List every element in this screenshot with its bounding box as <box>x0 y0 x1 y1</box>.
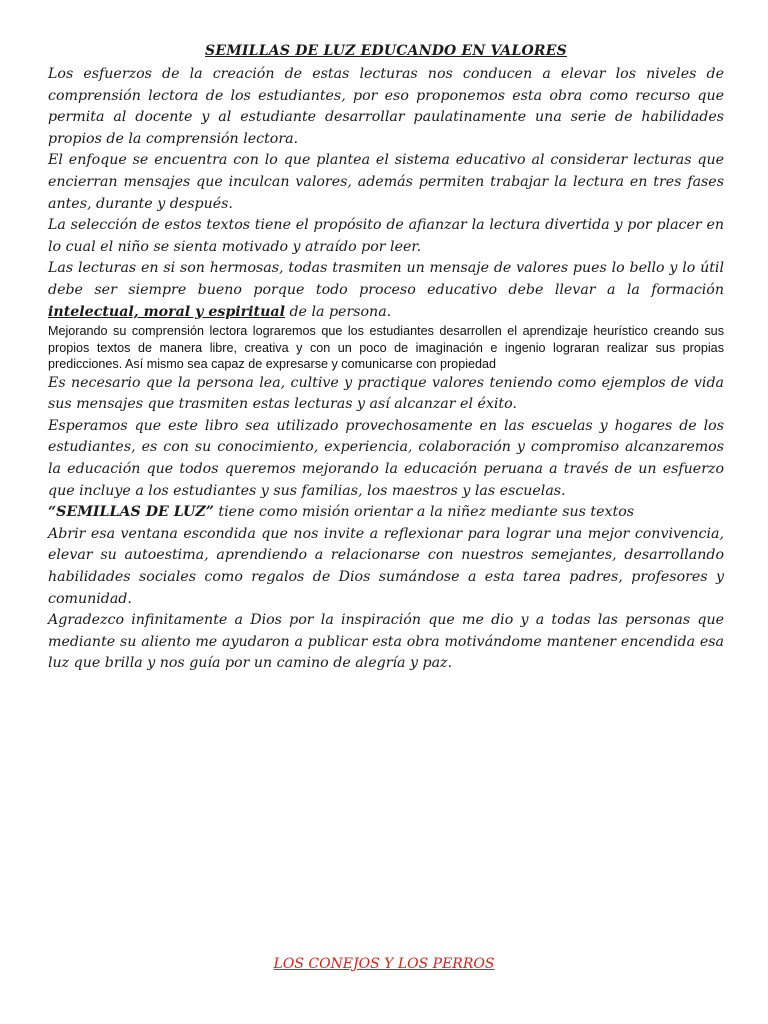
document-title: SEMILLAS DE LUZ EDUCANDO EN VALORES <box>205 43 567 59</box>
next-story-title: LOS CONEJOS Y LOS PERROS <box>273 956 495 972</box>
paragraph-mission <box>48 502 724 524</box>
paragraph-intro: Los esfuerzos de la creación de estas lecturas nos conducen a elevar los niveles de comprensión lectora de los estudiantes, por eso proponemos esta obra como recurso que permita al docente y al estudiante desarrollar paulatinamente una serie de habilidades propios de la comprensión lectora. <box>48 66 724 147</box>
paragraph-values: Es necesario que la persona lea, cultive y practique valores teniendo como ejemplos de vida sus mensajes que trasmiten estas lecturas y así alcanzar el éxito. <box>48 374 724 413</box>
mission-text: tiene como misión orientar a la niñez mediante sus textos <box>213 504 635 521</box>
paragraph-readings <box>48 258 724 323</box>
formation-emphasis: intelectual, moral y espiritual <box>48 303 285 320</box>
readings-text: Las lecturas en si son hermosas, todas trasmiten un mensaje de valores pues lo bello y lo útil debe ser siempre bueno porque todo proceso educativo debe llevar a la formación <box>48 260 724 298</box>
document-page <box>48 40 724 675</box>
paragraph-selection: La selección de estos textos tiene el propósito de afianzar la lectura divertida y por placer en lo cual el niño se sienta motivado y atraído por leer. <box>48 217 724 255</box>
paragraph-approach: El enfoque se encuentra con lo que plantea el sistema educativo al considerar lecturas que encierran mensajes que inculcan valores, además permiten trabajar la lectura en tres fases antes, durante y después. <box>48 152 724 212</box>
book-name-quote: “SEMILLAS DE LUZ” <box>48 504 214 521</box>
paragraph-gratitude: Agradezco infinitamente a Dios por la inspiración que me dio y a todas las personas que mediante su aliento me ayudaron a publicar esta obra motivándome mantener encendida esa luz que brilla y nos guía por un camino de alegría y paz. <box>48 612 724 672</box>
paragraph-window: Abrir esa ventana escondida que nos invite a reflexionar para lograr una mejor convivencia, elevar su autoestima, aprendiendo a relacionarse con nuestros semejantes, desarrollando habilidades sociales como regalos de Dios sumándose a esta tarea padres, profesores y comunidad. <box>48 525 724 607</box>
readings-text-end: de la persona. <box>284 303 392 320</box>
paragraph-comprehension: Mejorando su comprensión lectora lograremos que los estudiantes desarrollen el aprendizaje heurístico creando sus propios textos de manera libre, creativa y con un poco de imaginación e ingenio lograran realizar sus propias predicciones. Así mismo sea capaz de expresarse y comunicarse con propiedad <box>48 324 724 372</box>
paragraph-hopes: Esperamos que este libro sea utilizado provechosamente en las escuelas y hogares de los estudiantes, es con su conocimiento, experiencia, colaboración y compromiso alcanzaremos la educación que todos queremos mejorando la educación peruana a través de un esfuerzo que incluye a los estudiantes y sus familias, los maestros y las escuelas. <box>48 417 724 499</box>
